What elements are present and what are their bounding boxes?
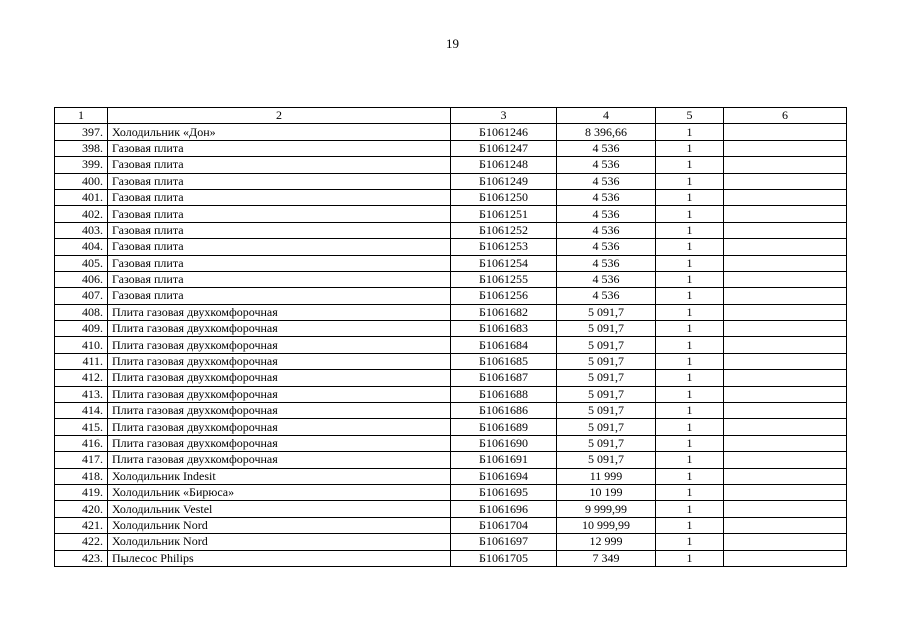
note-cell bbox=[724, 157, 847, 173]
row-number-cell: 409. bbox=[55, 321, 108, 337]
column-header: 4 bbox=[557, 108, 656, 124]
price-cell: 9 999,99 bbox=[557, 501, 656, 517]
row-number-cell: 401. bbox=[55, 189, 108, 205]
column-header: 1 bbox=[55, 108, 108, 124]
row-number-cell: 421. bbox=[55, 517, 108, 533]
price-cell: 4 536 bbox=[557, 255, 656, 271]
inventory-code-cell: Б1061248 bbox=[451, 157, 557, 173]
inventory-code-cell: Б1061691 bbox=[451, 452, 557, 468]
price-cell: 4 536 bbox=[557, 206, 656, 222]
table-row bbox=[55, 501, 847, 517]
table-header-row bbox=[55, 108, 847, 124]
quantity-cell: 1 bbox=[656, 484, 724, 500]
quantity-cell: 1 bbox=[656, 321, 724, 337]
quantity-cell: 1 bbox=[656, 189, 724, 205]
quantity-cell: 1 bbox=[656, 288, 724, 304]
price-cell: 4 536 bbox=[557, 222, 656, 238]
price-cell: 8 396,66 bbox=[557, 124, 656, 140]
inventory-code-cell: Б1061689 bbox=[451, 419, 557, 435]
row-number-cell: 414. bbox=[55, 403, 108, 419]
row-number-cell: 407. bbox=[55, 288, 108, 304]
quantity-cell: 1 bbox=[656, 517, 724, 533]
row-number-cell: 420. bbox=[55, 501, 108, 517]
inventory-code-cell: Б1061687 bbox=[451, 370, 557, 386]
note-cell bbox=[724, 370, 847, 386]
row-number-cell: 398. bbox=[55, 140, 108, 156]
item-name-cell: Плита газовая двухкомфорочная bbox=[108, 321, 451, 337]
quantity-cell: 1 bbox=[656, 501, 724, 517]
inventory-code-cell: Б1061250 bbox=[451, 189, 557, 205]
item-name-cell: Пылесос Philips bbox=[108, 550, 451, 566]
item-name-cell: Газовая плита bbox=[108, 189, 451, 205]
quantity-cell: 1 bbox=[656, 435, 724, 451]
item-name-cell: Газовая плита bbox=[108, 173, 451, 189]
item-name-cell: Плита газовая двухкомфорочная bbox=[108, 386, 451, 402]
item-name-cell: Плита газовая двухкомфорочная bbox=[108, 435, 451, 451]
item-name-cell: Плита газовая двухкомфорочная bbox=[108, 304, 451, 320]
column-header: 5 bbox=[656, 108, 724, 124]
inventory-code-cell: Б1061690 bbox=[451, 435, 557, 451]
table-body bbox=[55, 124, 847, 567]
inventory-code-cell: Б1061253 bbox=[451, 239, 557, 255]
note-cell bbox=[724, 550, 847, 566]
item-name-cell: Газовая плита bbox=[108, 255, 451, 271]
note-cell bbox=[724, 517, 847, 533]
note-cell bbox=[724, 255, 847, 271]
row-number-cell: 405. bbox=[55, 255, 108, 271]
table-row bbox=[55, 534, 847, 550]
row-number-cell: 418. bbox=[55, 468, 108, 484]
price-cell: 10 999,99 bbox=[557, 517, 656, 533]
inventory-table bbox=[54, 107, 847, 567]
note-cell bbox=[724, 222, 847, 238]
note-cell bbox=[724, 206, 847, 222]
table-row bbox=[55, 124, 847, 140]
table-row bbox=[55, 255, 847, 271]
row-number-cell: 422. bbox=[55, 534, 108, 550]
price-cell: 5 091,7 bbox=[557, 321, 656, 337]
table-row bbox=[55, 173, 847, 189]
inventory-code-cell: Б1061694 bbox=[451, 468, 557, 484]
row-number-cell: 419. bbox=[55, 484, 108, 500]
price-cell: 5 091,7 bbox=[557, 337, 656, 353]
row-number-cell: 415. bbox=[55, 419, 108, 435]
row-number-cell: 413. bbox=[55, 386, 108, 402]
inventory-code-cell: Б1061255 bbox=[451, 271, 557, 287]
inventory-code-cell: Б1061697 bbox=[451, 534, 557, 550]
row-number-cell: 397. bbox=[55, 124, 108, 140]
row-number-cell: 403. bbox=[55, 222, 108, 238]
price-cell: 11 999 bbox=[557, 468, 656, 484]
note-cell bbox=[724, 501, 847, 517]
quantity-cell: 1 bbox=[656, 452, 724, 468]
price-cell: 5 091,7 bbox=[557, 304, 656, 320]
item-name-cell: Холодильник «Дон» bbox=[108, 124, 451, 140]
quantity-cell: 1 bbox=[656, 386, 724, 402]
item-name-cell: Плита газовая двухкомфорочная bbox=[108, 403, 451, 419]
note-cell bbox=[724, 288, 847, 304]
quantity-cell: 1 bbox=[656, 304, 724, 320]
item-name-cell: Плита газовая двухкомфорочная bbox=[108, 419, 451, 435]
item-name-cell: Газовая плита bbox=[108, 239, 451, 255]
column-header: 6 bbox=[724, 108, 847, 124]
quantity-cell: 1 bbox=[656, 534, 724, 550]
item-name-cell: Газовая плита bbox=[108, 271, 451, 287]
inventory-code-cell: Б1061256 bbox=[451, 288, 557, 304]
table-row bbox=[55, 484, 847, 500]
table-row bbox=[55, 288, 847, 304]
item-name-cell: Плита газовая двухкомфорочная bbox=[108, 452, 451, 468]
table-row bbox=[55, 419, 847, 435]
row-number-cell: 406. bbox=[55, 271, 108, 287]
inventory-code-cell: Б1061696 bbox=[451, 501, 557, 517]
quantity-cell: 1 bbox=[656, 222, 724, 238]
row-number-cell: 402. bbox=[55, 206, 108, 222]
quantity-cell: 1 bbox=[656, 419, 724, 435]
note-cell bbox=[724, 534, 847, 550]
table-row bbox=[55, 452, 847, 468]
table-row bbox=[55, 239, 847, 255]
inventory-code-cell: Б1061704 bbox=[451, 517, 557, 533]
table-row bbox=[55, 435, 847, 451]
note-cell bbox=[724, 173, 847, 189]
row-number-cell: 410. bbox=[55, 337, 108, 353]
quantity-cell: 1 bbox=[656, 255, 724, 271]
table-row bbox=[55, 386, 847, 402]
table-row bbox=[55, 370, 847, 386]
price-cell: 12 999 bbox=[557, 534, 656, 550]
table-row bbox=[55, 468, 847, 484]
item-name-cell: Газовая плита bbox=[108, 206, 451, 222]
price-cell: 5 091,7 bbox=[557, 419, 656, 435]
note-cell bbox=[724, 468, 847, 484]
price-cell: 5 091,7 bbox=[557, 370, 656, 386]
table-row bbox=[55, 140, 847, 156]
inventory-code-cell: Б1061247 bbox=[451, 140, 557, 156]
item-name-cell: Холодильник Nord bbox=[108, 534, 451, 550]
price-cell: 4 536 bbox=[557, 157, 656, 173]
quantity-cell: 1 bbox=[656, 124, 724, 140]
quantity-cell: 1 bbox=[656, 550, 724, 566]
price-cell: 7 349 bbox=[557, 550, 656, 566]
table-row bbox=[55, 189, 847, 205]
row-number-cell: 416. bbox=[55, 435, 108, 451]
item-name-cell: Газовая плита bbox=[108, 288, 451, 304]
inventory-code-cell: Б1061695 bbox=[451, 484, 557, 500]
price-cell: 5 091,7 bbox=[557, 353, 656, 369]
item-name-cell: Газовая плита bbox=[108, 140, 451, 156]
inventory-code-cell: Б1061686 bbox=[451, 403, 557, 419]
note-cell bbox=[724, 321, 847, 337]
note-cell bbox=[724, 239, 847, 255]
row-number-cell: 399. bbox=[55, 157, 108, 173]
quantity-cell: 1 bbox=[656, 140, 724, 156]
inventory-code-cell: Б1061684 bbox=[451, 337, 557, 353]
quantity-cell: 1 bbox=[656, 157, 724, 173]
inventory-code-cell: Б1061705 bbox=[451, 550, 557, 566]
row-number-cell: 411. bbox=[55, 353, 108, 369]
item-name-cell: Плита газовая двухкомфорочная bbox=[108, 370, 451, 386]
table-row bbox=[55, 550, 847, 566]
note-cell bbox=[724, 124, 847, 140]
row-number-cell: 412. bbox=[55, 370, 108, 386]
price-cell: 5 091,7 bbox=[557, 403, 656, 419]
item-name-cell: Холодильник Indesit bbox=[108, 468, 451, 484]
item-name-cell: Плита газовая двухкомфорочная bbox=[108, 353, 451, 369]
item-name-cell: Холодильник «Бирюса» bbox=[108, 484, 451, 500]
table-row bbox=[55, 271, 847, 287]
inventory-code-cell: Б1061682 bbox=[451, 304, 557, 320]
quantity-cell: 1 bbox=[656, 353, 724, 369]
page-number: 19 bbox=[446, 36, 459, 51]
price-cell: 4 536 bbox=[557, 271, 656, 287]
table-row bbox=[55, 517, 847, 533]
price-cell: 5 091,7 bbox=[557, 435, 656, 451]
item-name-cell: Газовая плита bbox=[108, 157, 451, 173]
inventory-code-cell: Б1061688 bbox=[451, 386, 557, 402]
column-header: 2 bbox=[108, 108, 451, 124]
price-cell: 4 536 bbox=[557, 189, 656, 205]
note-cell bbox=[724, 403, 847, 419]
note-cell bbox=[724, 304, 847, 320]
table-row bbox=[55, 353, 847, 369]
inventory-code-cell: Б1061254 bbox=[451, 255, 557, 271]
price-cell: 5 091,7 bbox=[557, 386, 656, 402]
price-cell: 5 091,7 bbox=[557, 452, 656, 468]
quantity-cell: 1 bbox=[656, 206, 724, 222]
note-cell bbox=[724, 271, 847, 287]
price-cell: 4 536 bbox=[557, 173, 656, 189]
note-cell bbox=[724, 435, 847, 451]
quantity-cell: 1 bbox=[656, 370, 724, 386]
inventory-code-cell: Б1061252 bbox=[451, 222, 557, 238]
quantity-cell: 1 bbox=[656, 337, 724, 353]
column-header: 3 bbox=[451, 108, 557, 124]
price-cell: 4 536 bbox=[557, 140, 656, 156]
inventory-code-cell: Б1061683 bbox=[451, 321, 557, 337]
row-number-cell: 400. bbox=[55, 173, 108, 189]
inventory-code-cell: Б1061246 bbox=[451, 124, 557, 140]
inventory-code-cell: Б1061249 bbox=[451, 173, 557, 189]
row-number-cell: 423. bbox=[55, 550, 108, 566]
note-cell bbox=[724, 452, 847, 468]
inventory-code-cell: Б1061251 bbox=[451, 206, 557, 222]
quantity-cell: 1 bbox=[656, 468, 724, 484]
item-name-cell: Газовая плита bbox=[108, 222, 451, 238]
price-cell: 10 199 bbox=[557, 484, 656, 500]
item-name-cell: Холодильник Vestel bbox=[108, 501, 451, 517]
note-cell bbox=[724, 353, 847, 369]
quantity-cell: 1 bbox=[656, 239, 724, 255]
note-cell bbox=[724, 484, 847, 500]
item-name-cell: Холодильник Nord bbox=[108, 517, 451, 533]
table-row bbox=[55, 157, 847, 173]
row-number-cell: 408. bbox=[55, 304, 108, 320]
inventory-code-cell: Б1061685 bbox=[451, 353, 557, 369]
quantity-cell: 1 bbox=[656, 403, 724, 419]
note-cell bbox=[724, 419, 847, 435]
quantity-cell: 1 bbox=[656, 271, 724, 287]
price-cell: 4 536 bbox=[557, 288, 656, 304]
item-name-cell: Плита газовая двухкомфорочная bbox=[108, 337, 451, 353]
table-row bbox=[55, 304, 847, 320]
row-number-cell: 417. bbox=[55, 452, 108, 468]
table-row bbox=[55, 337, 847, 353]
table-row bbox=[55, 222, 847, 238]
price-cell: 4 536 bbox=[557, 239, 656, 255]
note-cell bbox=[724, 140, 847, 156]
quantity-cell: 1 bbox=[656, 173, 724, 189]
table-row bbox=[55, 206, 847, 222]
note-cell bbox=[724, 189, 847, 205]
table-row bbox=[55, 403, 847, 419]
row-number-cell: 404. bbox=[55, 239, 108, 255]
table-row bbox=[55, 321, 847, 337]
note-cell bbox=[724, 386, 847, 402]
note-cell bbox=[724, 337, 847, 353]
